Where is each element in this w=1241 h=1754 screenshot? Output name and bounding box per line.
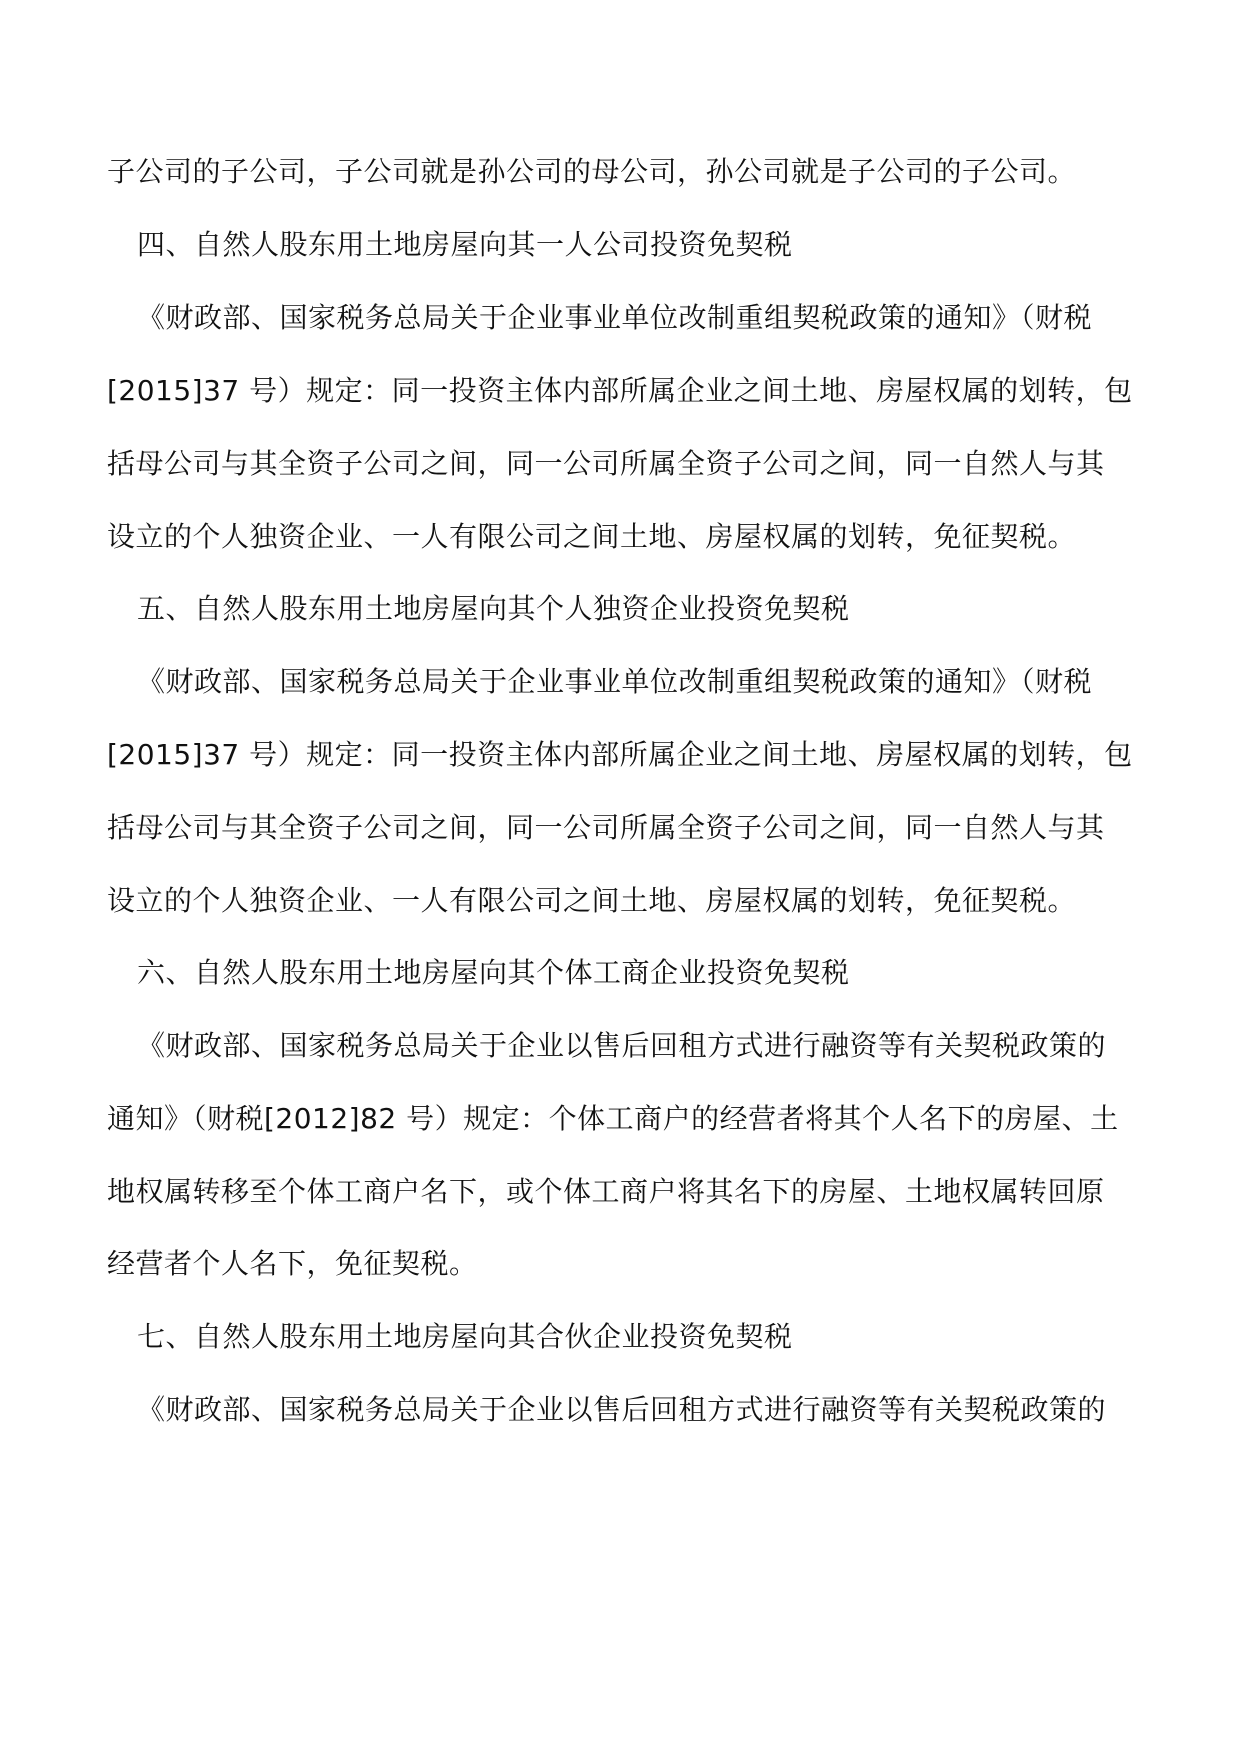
paragraph-line: 设立的个人独资企业、一人有限公司之间土地、房屋权属的划转，免征契税。 [107, 884, 1077, 917]
paragraph-line: 《财政部、国家税务总局关于企业事业单位改制重组契税政策的通知》（财税 [137, 665, 1093, 698]
section-heading-4: 四、自然人股东用土地房屋向其一人公司投资免契税 [137, 228, 793, 261]
paragraph-line: 《财政部、国家税务总局关于企业事业单位改制重组契税政策的通知》（财税 [137, 301, 1093, 334]
paragraph-line: [2015]37 号）规定：同一投资主体内部所属企业之间土地、房屋权属的划转，包 [107, 738, 1133, 771]
paragraph-line: 括母公司与其全资子公司之间，同一公司所属全资子公司之间，同一自然人与其 [107, 811, 1105, 844]
paragraph-line: 经营者个人名下，免征契税。 [107, 1247, 478, 1280]
paragraph-line: 通知》（财税[2012]82 号）规定：个体工商户的经营者将其个人名下的房屋、土 [107, 1102, 1119, 1135]
section-heading-5: 五、自然人股东用土地房屋向其个人独资企业投资免契税 [137, 592, 850, 625]
section-heading-6: 六、自然人股东用土地房屋向其个体工商企业投资免契税 [137, 956, 850, 989]
paragraph-line: 《财政部、国家税务总局关于企业以售后回租方式进行融资等有关契税政策的 [137, 1393, 1107, 1426]
paragraph-line: [2015]37 号）规定：同一投资主体内部所属企业之间土地、房屋权属的划转，包 [107, 374, 1133, 407]
paragraph-line: 地权属转移至个体工商户名下，或个体工商户将其名下的房屋、土地权属转回原 [107, 1175, 1105, 1208]
paragraph-line: 设立的个人独资企业、一人有限公司之间土地、房屋权属的划转，免征契税。 [107, 520, 1077, 553]
paragraph-line: 《财政部、国家税务总局关于企业以售后回租方式进行融资等有关契税政策的 [137, 1029, 1107, 1062]
paragraph-line: 子公司的子公司，子公司就是孙公司的母公司，孙公司就是子公司的子公司。 [107, 155, 1077, 188]
paragraph-line: 括母公司与其全资子公司之间，同一公司所属全资子公司之间，同一自然人与其 [107, 447, 1105, 480]
section-heading-7: 七、自然人股东用土地房屋向其合伙企业投资免契税 [137, 1320, 793, 1353]
